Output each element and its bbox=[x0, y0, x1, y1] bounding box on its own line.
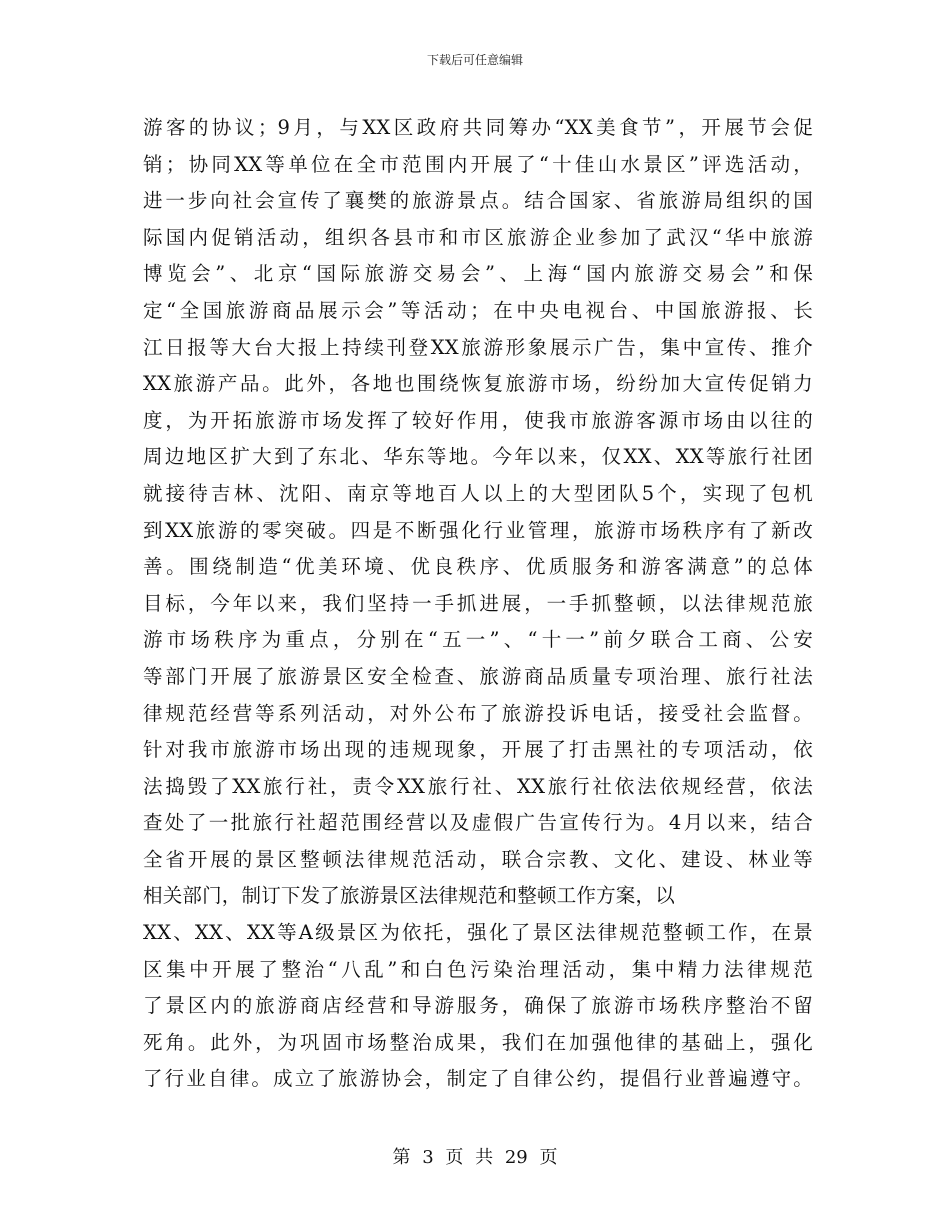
body-line: 进一步向社会宣传了襄樊的旅游景点。结合国家、省旅游局组织的国 bbox=[143, 189, 813, 213]
page-header-note: 下载后可任意编辑 bbox=[426, 53, 523, 67]
body-line: 定“全国旅游商品展示会”等活动；在中央电视台、中国旅游报、长 bbox=[143, 298, 813, 322]
body-line: 查处了一批旅行社超范围经营以及虚假广告宣传行为。4月以来，结合 bbox=[143, 811, 813, 835]
body-line: 到XX旅游的零突破。四是不断强化行业管理，旅游市场秩序有了新改 bbox=[143, 518, 813, 542]
body-line: XX旅游产品。此外，各地也围绕恢复旅游市场，纷纷加大宣传促销力 bbox=[143, 372, 813, 396]
body-line: 周边地区扩大到了东北、华东等地。今年以来，仅XX、XX等旅行社团 bbox=[143, 445, 813, 469]
body-line: 目标，今年以来，我们坚持一手抓进展，一手抓整顿，以法律规范旅 bbox=[143, 591, 813, 615]
body-line: 销；协同XX等单位在全市范围内开展了“十佳山水景区”评选活动， bbox=[143, 152, 813, 176]
body-line: 博览会”、北京“国际旅游交易会”、上海“国内旅游交易会”和保 bbox=[143, 262, 813, 286]
body-line: 区集中开展了整治“八乱”和白色污染治理活动，集中精力法律规范 bbox=[143, 957, 813, 981]
page-number-footer: 第 3 页 共 29 页 bbox=[392, 1147, 558, 1168]
body-line: 死角。此外，为巩固市场整治成果，我们在加强他律的基础上，强化 bbox=[143, 1030, 813, 1054]
body-line: XX、XX、XX等A级景区为依托，强化了景区法律规范整顿工作，在景 bbox=[143, 921, 813, 945]
body-line: 际国内促销活动，组织各县市和市区旅游企业参加了武汉“华中旅游 bbox=[143, 225, 813, 249]
body-line: 游市场秩序为重点，分别在“五一”、“十一”前夕联合工商、公安 bbox=[143, 628, 813, 652]
body-line: 全省开展的景区整顿法律规范活动，联合宗教、文化、建设、林业等 bbox=[143, 847, 813, 871]
document-body bbox=[143, 110, 813, 1098]
body-line: 度，为开拓旅游市场发挥了较好作用，使我市旅游客源市场由以往的 bbox=[143, 408, 813, 432]
body-line: 了景区内的旅游商店经营和导游服务，确保了旅游市场秩序整治不留 bbox=[143, 994, 813, 1018]
body-line: 等部门开展了旅游景区安全检查、旅游商品质量专项治理、旅行社法 bbox=[143, 664, 813, 688]
body-line: 游客的协议；9月，与XX区政府共同筹办“XX美食节”，开展节会促 bbox=[143, 116, 813, 139]
body-line: 就接待吉林、沈阳、南京等地百人以上的大型团队5个，实现了包机 bbox=[143, 481, 813, 505]
body-line: 了行业自律。成立了旅游协会，制定了自律公约，提倡行业普遍遵守。 bbox=[143, 1067, 813, 1091]
body-line: 针对我市旅游市场出现的违规现象，开展了打击黑社的专项活动，依 bbox=[143, 738, 813, 762]
body-line: 相关部门，制订下发了旅游景区法律规范和整顿工作方案，以 bbox=[143, 884, 675, 908]
body-line: 江日报等大台大报上持续刊登XX旅游形象展示广告，集中宣传、推介 bbox=[143, 335, 813, 359]
body-line: 律规范经营等系列活动，对外公布了旅游投诉电话，接受社会监督。 bbox=[143, 701, 813, 725]
body-line: 善。围绕制造“优美环境、优良秩序、优质服务和游客满意”的总体 bbox=[143, 555, 813, 579]
body-line: 法捣毁了XX旅行社，责令XX旅行社、XX旅行社依法依规经营，依法 bbox=[143, 774, 813, 798]
